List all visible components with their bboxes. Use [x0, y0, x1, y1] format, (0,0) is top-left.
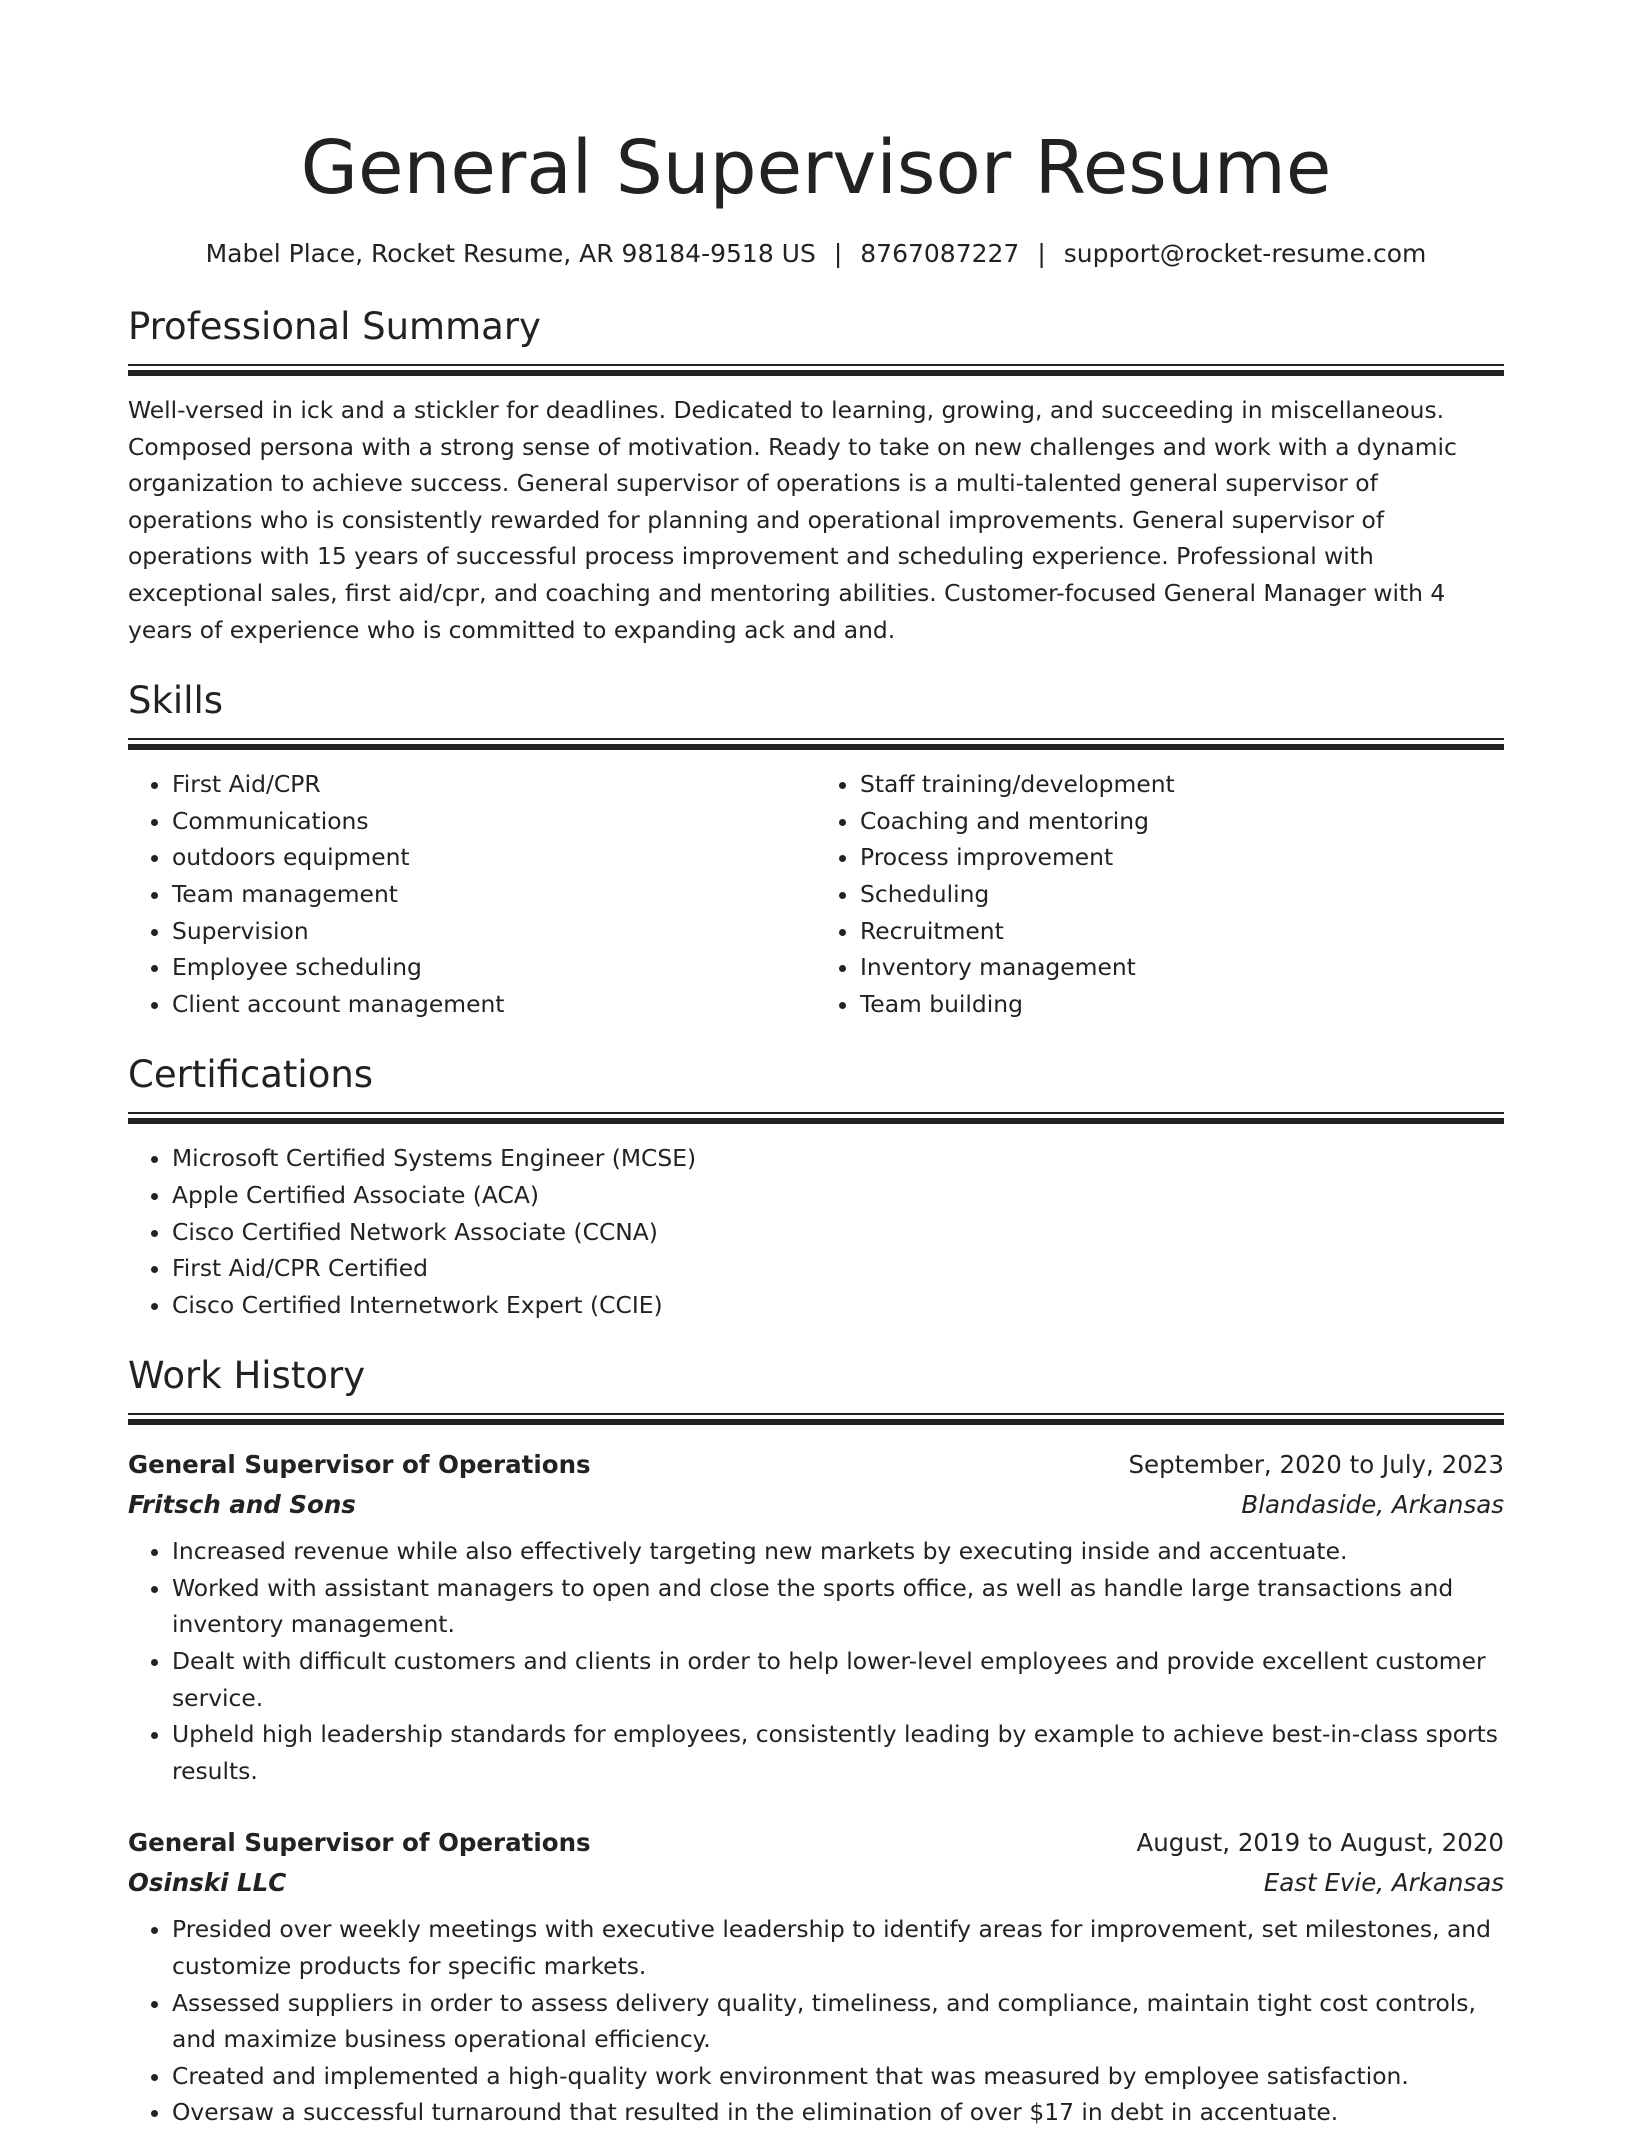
- job-title: General Supervisor of Operations: [128, 1828, 591, 1858]
- skill-item: • outdoors equipment: [172, 839, 816, 876]
- job-entry: [128, 1445, 1504, 1789]
- summary-text: Well-versed in ick and a stickler for deadlines. Dedicated to learning, growing, and succeeding in miscellaneous. Composed persona with a strong sense of motivation. Ready to take on new challenges and work with a dynamic organization to achieve success. General supervisor of operations is a multi-talented general supervisor of operations who is consistently rewarded for planning and operational improvements. General supervisor of operations with 15 years of successful process improvement and scheduling experience. Professional with exceptional sales, first aid/cpr, and coaching and mentoring abilities. Customer-focused General Manager with 4 years of experience who is committed to expanding ack and and.: [128, 396, 1457, 644]
- skill-item: • Client account management: [172, 986, 816, 1023]
- job-bullet: • Created and implemented a high-quality work environment that was measured by employee satisfaction.: [172, 2058, 1504, 2095]
- contact-phone: 8767087227: [860, 239, 1020, 268]
- section-heading: Work History: [128, 1354, 366, 1398]
- resume-page: [128, 0, 1504, 2131]
- contact-address: Mabel Place, Rocket Resume, AR 98184-9518 US: [205, 239, 816, 268]
- skill-item: • Scheduling: [860, 876, 1504, 913]
- job-bullets: [128, 1911, 1504, 2131]
- certification-item: • Microsoft Certified Systems Engineer (MCSE): [172, 1140, 1504, 1177]
- skills-grid: [128, 766, 1504, 1022]
- skills-list-right: [816, 766, 1504, 1022]
- skill-item: • Process improvement: [860, 839, 1504, 876]
- work-history-section: [128, 1353, 1504, 2131]
- job-title: General Supervisor of Operations: [128, 1450, 591, 1480]
- page-title: General Supervisor Resume: [300, 125, 1332, 211]
- skill-item: • Team management: [172, 876, 816, 913]
- job-location: Blandaside, Arkansas: [1241, 1490, 1504, 1520]
- skill-item: • Inventory management: [860, 949, 1504, 986]
- certification-item: • Cisco Certified Internetwork Expert (CCIE): [172, 1287, 1504, 1324]
- job-company: Fritsch and Sons: [128, 1490, 356, 1520]
- section-divider: [128, 738, 1504, 750]
- job-location: East Evie, Arkansas: [1263, 1868, 1504, 1898]
- contact-line: [128, 238, 1504, 270]
- skills-section: [128, 678, 1504, 1022]
- job-bullets: [128, 1533, 1504, 1789]
- job-company: Osinski LLC: [128, 1868, 287, 1898]
- certification-item: • First Aid/CPR Certified: [172, 1250, 1504, 1287]
- job-bullet: • Presided over weekly meetings with executive leadership to identify areas for improvement, set milestones, and customize products for specific markets.: [172, 1911, 1504, 1984]
- contact-email: support@rocket-resume.com: [1063, 239, 1427, 268]
- professional-summary-section: [128, 304, 1504, 648]
- job-dates: September, 2020 to July, 2023: [1128, 1450, 1504, 1480]
- skill-item: • Supervision: [172, 913, 816, 950]
- skill-item: • Coaching and mentoring: [860, 803, 1504, 840]
- skills-list-left: [128, 766, 816, 1022]
- section-heading: Certifications: [128, 1053, 374, 1097]
- job-company-row: [128, 1485, 1504, 1525]
- job-dates: August, 2019 to August, 2020: [1136, 1828, 1504, 1858]
- job-company-row: [128, 1863, 1504, 1903]
- job-bullet: • Upheld high leadership standards for employees, consistently leading by example to achieve best-in-class sports results.: [172, 1716, 1504, 1789]
- section-divider: [128, 364, 1504, 376]
- section-divider: [128, 1112, 1504, 1124]
- certification-item: • Cisco Certified Network Associate (CCNA): [172, 1214, 1504, 1251]
- skill-item: • Team building: [860, 986, 1504, 1023]
- skill-item: • Employee scheduling: [172, 949, 816, 986]
- contact-separator: |: [833, 239, 843, 268]
- job-entry: [128, 1823, 1504, 2131]
- job-header-row: [128, 1445, 1504, 1485]
- certifications-section: [128, 1052, 1504, 1323]
- section-divider: [128, 1413, 1504, 1425]
- section-heading: Skills: [128, 679, 224, 723]
- skill-item: • Staff training/development: [860, 766, 1504, 803]
- contact-separator: |: [1037, 239, 1046, 268]
- job-bullet: • Oversaw a successful turnaround that resulted in the elimination of over $17 in debt in accentuate.: [172, 2094, 1504, 2131]
- job-bullet: • Worked with assistant managers to open and close the sports office, as well as handle large transactions and inventory management.: [172, 1570, 1504, 1643]
- skill-item: • Recruitment: [860, 913, 1504, 950]
- skill-item: • Communications: [172, 803, 816, 840]
- skill-item: • First Aid/CPR: [172, 766, 816, 803]
- job-bullet: • Increased revenue while also effectively targeting new markets by executing inside and accentuate.: [172, 1533, 1504, 1570]
- job-bullet: • Dealt with difficult customers and clients in order to help lower-level employees and provide excellent customer service.: [172, 1643, 1504, 1716]
- section-heading: Professional Summary: [128, 305, 541, 348]
- job-header-row: [128, 1823, 1504, 1863]
- certifications-list: [128, 1140, 1504, 1323]
- certification-item: • Apple Certified Associate (ACA): [172, 1177, 1504, 1214]
- job-bullet: • Assessed suppliers in order to assess delivery quality, timeliness, and compliance, maintain tight cost controls, and maximize business operational efficiency.: [172, 1985, 1504, 2058]
